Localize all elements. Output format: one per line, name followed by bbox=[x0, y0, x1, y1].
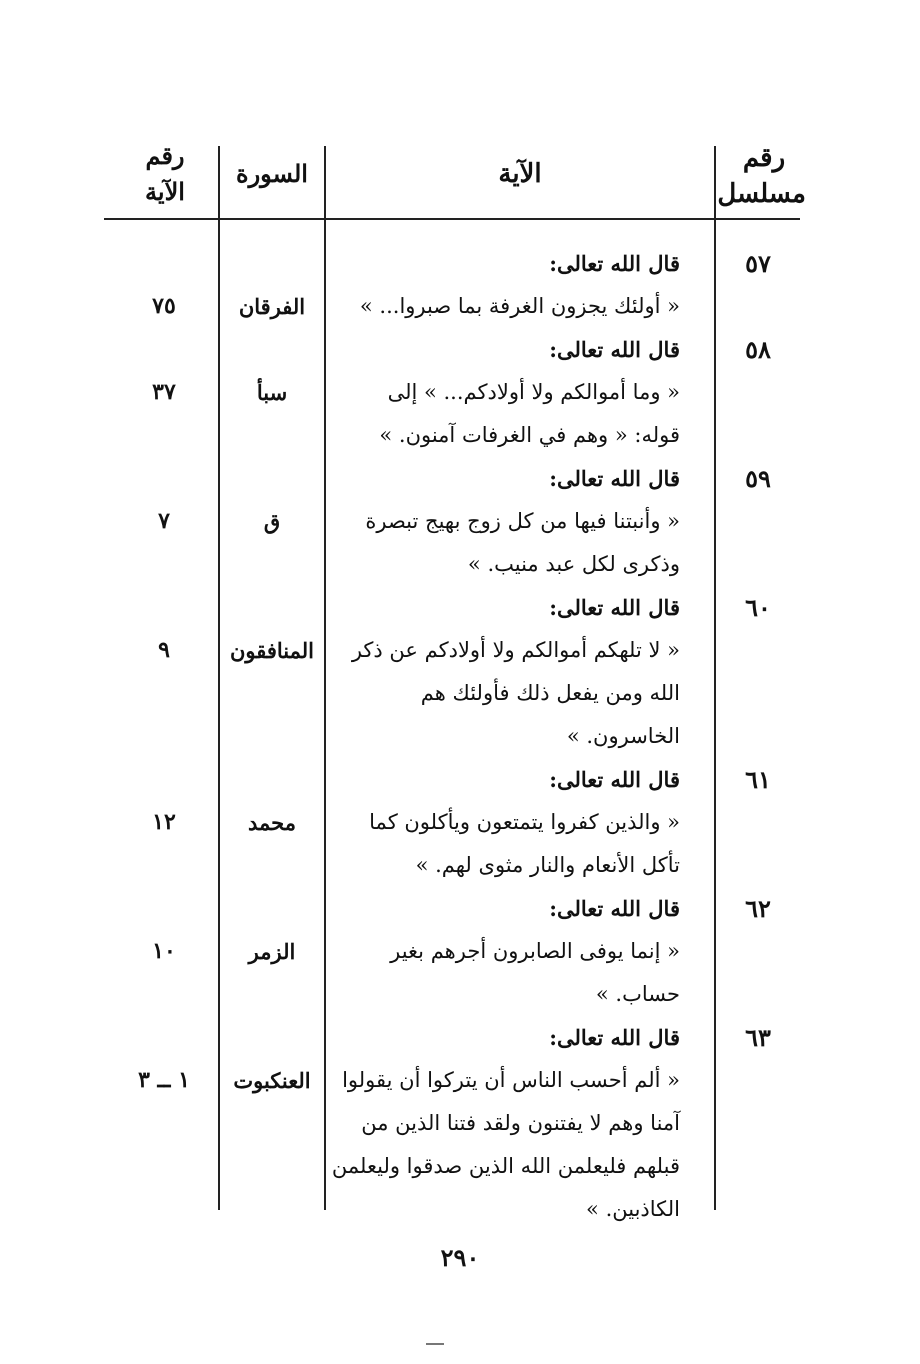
surah-name: الزمر bbox=[248, 939, 296, 964]
header-divider bbox=[104, 218, 800, 220]
serial-number: ٦٣ bbox=[745, 1023, 771, 1052]
ayah-line: « ألم أحسب الناس أن يتركوا أن يقولوا bbox=[342, 1068, 680, 1092]
serial-number: ٦٠ bbox=[745, 593, 771, 622]
surah-name: العنكبوت bbox=[233, 1068, 311, 1093]
verse-number: ١٠ bbox=[152, 938, 176, 964]
ayah-text bbox=[332, 457, 680, 586]
ayah-line: قال الله تعالى: bbox=[549, 767, 680, 792]
header-surah-text: السورة bbox=[236, 159, 308, 188]
ayah-line: « أولئك يجزون الغرفة بما صبروا... » bbox=[359, 294, 680, 318]
ayah-line: تأكل الأنعام والنار مثوى لهم. » bbox=[415, 853, 680, 877]
header-serial-text: رقم مسلسل bbox=[717, 143, 806, 209]
surah-name: الفرقان bbox=[238, 294, 306, 319]
ayah-text bbox=[332, 758, 680, 887]
header-serial bbox=[717, 140, 806, 212]
ayah-line: قبلهم فليعلمن الله الذين صدقوا وليعلمن bbox=[331, 1154, 680, 1178]
ayah-line: قال الله تعالى: bbox=[549, 896, 680, 921]
ayah-line: « لا تلهكم أموالكم ولا أولادكم عن ذكر bbox=[351, 638, 680, 662]
ayah-text bbox=[332, 1016, 680, 1231]
ayah-line: حساب. » bbox=[595, 982, 680, 1006]
serial-number: ٥٨ bbox=[745, 335, 771, 364]
column-rule-ayah bbox=[324, 146, 326, 1210]
verse-number: ١٢ bbox=[152, 809, 176, 835]
serial-number: ٥٩ bbox=[745, 464, 771, 493]
serial-number: ٦١ bbox=[745, 765, 771, 794]
verse-number: ١ ــ ٣ bbox=[138, 1067, 190, 1093]
verse-number: ٩ bbox=[158, 637, 170, 663]
header-verse-number bbox=[130, 138, 200, 210]
verse-number: ٣٧ bbox=[152, 379, 176, 405]
ayah-line: وذكرى لكل عبد منيب. » bbox=[467, 552, 680, 576]
verse-number: ٧٥ bbox=[152, 293, 176, 319]
header-ayah-text: الآية bbox=[498, 159, 542, 189]
bottom-mark bbox=[426, 1343, 444, 1345]
ayah-text bbox=[332, 242, 680, 328]
header-ayah bbox=[420, 156, 620, 192]
ayah-line: قال الله تعالى: bbox=[549, 466, 680, 491]
ayah-line: قال الله تعالى: bbox=[549, 595, 680, 620]
ayah-line: « والذين كفروا يتمتعون ويأكلون كما bbox=[369, 810, 680, 834]
surah-name: المنافقون bbox=[229, 638, 315, 663]
ayah-line: قوله: « وهم في الغرفات آمنون. » bbox=[379, 423, 680, 447]
verse-number: ٧ bbox=[158, 508, 170, 534]
page-number: ٢٩٠ bbox=[440, 1243, 480, 1272]
ayah-line: الكاذبين. » bbox=[586, 1197, 680, 1221]
ayah-line: آمنا وهم لا يفتنون ولقد فتنا الذين من bbox=[361, 1111, 680, 1135]
serial-number: ٥٧ bbox=[745, 249, 771, 278]
ayah-line: قال الله تعالى: bbox=[549, 1025, 680, 1050]
ayah-text bbox=[332, 586, 680, 758]
ayah-line: قال الله تعالى: bbox=[549, 337, 680, 362]
ayah-line: الله ومن يفعل ذلك فأولئك هم bbox=[420, 681, 680, 705]
ayah-line: الخاسرون. » bbox=[566, 724, 680, 748]
ayah-line: قال الله تعالى: bbox=[549, 251, 680, 276]
ayah-text bbox=[332, 887, 680, 1016]
ayah-line: « وما أموالكم ولا أولادكم... » إلى bbox=[387, 380, 680, 404]
ayah-text bbox=[332, 328, 680, 457]
surah-name: سبأ bbox=[256, 380, 288, 405]
ayah-line: « وأنبتنا فيها من كل زوج بهيج تبصرة bbox=[365, 509, 680, 533]
header-surah bbox=[226, 156, 318, 192]
ayah-line: « إنما يوفى الصابرون أجرهم بغير bbox=[390, 939, 680, 963]
serial-number: ٦٢ bbox=[745, 894, 771, 923]
header-verse-number-text: رقم الآية bbox=[145, 141, 185, 206]
surah-name: محمد bbox=[248, 810, 296, 835]
surah-name: ق bbox=[263, 509, 281, 534]
